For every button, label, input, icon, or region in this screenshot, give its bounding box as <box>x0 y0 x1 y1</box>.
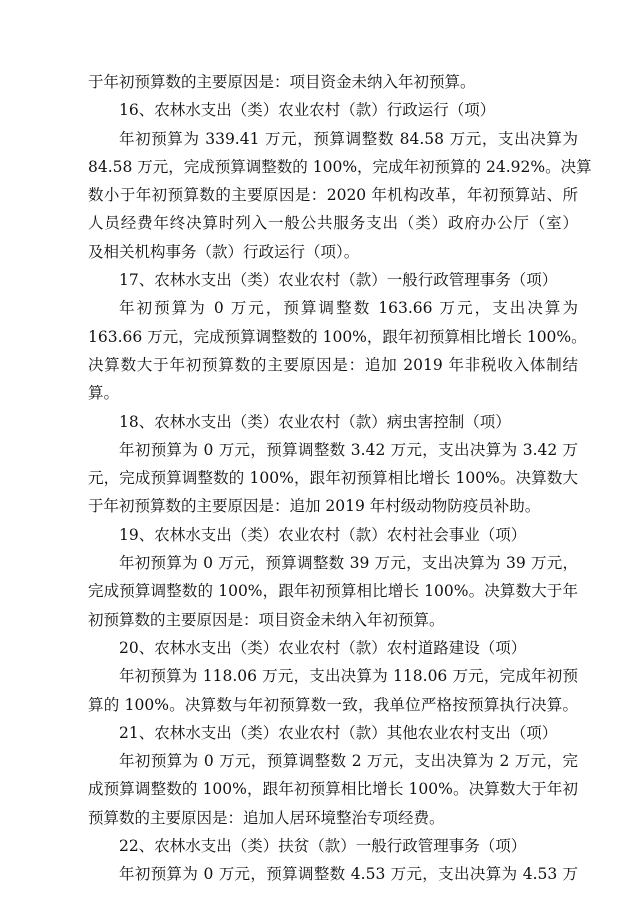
text-line: 84.58 万元，完成预算调整数的 100%，完成年初预算的 24.92%。决算 <box>88 157 592 176</box>
section-heading: 19、农林水支出（类）农业农村（款）农村社会事业（项） <box>119 525 527 544</box>
text-line: 于年初预算数的主要原因是：项目资金未纳入年初预算。 <box>88 73 476 91</box>
text-line: 年初预算为 118.06 万元，支出决算为 118.06 万元，完成年初预 <box>119 667 578 686</box>
text-line: 年初预算为 0 万元，预算调整数 3.42 万元，支出决算为 3.42 万 <box>119 440 578 459</box>
text-line: 初预算数的主要原因是：项目资金未纳入年初预算。 <box>88 610 445 629</box>
text-line: 年初预算为 339.41 万元，预算调整数 84.58 万元，支出决算为 <box>119 129 578 148</box>
text-line: 及相关机构事务（款）行政运行（项）。 <box>88 242 360 261</box>
text-line: 成预算调整数的 100%，跟年初预算相比增长 100%。决算数大于年初 <box>88 780 578 799</box>
text-line: 数小于年初预算数的主要原因是：2020 年机构改革，年初预算站、所 <box>88 186 578 205</box>
text-line: 算的 100%。决算数与年初预算数一致，我单位严格按预算执行决算。 <box>88 695 578 714</box>
text-line: 人员经费年终决算时列入一般公共服务支出（类）政府办公厅（室） <box>88 214 578 233</box>
text-line: 年初预算为 0 万元，预算调整数 2 万元，支出决算为 2 万元，完 <box>119 752 578 771</box>
text-line: 算。 <box>88 384 120 403</box>
section-heading: 17、农林水支出（类）农业农村（款）一般行政管理事务（项） <box>119 271 558 290</box>
text-line: 决算数大于年初预算数的主要原因是：追加 2019 年非税收入体制结 <box>88 355 578 374</box>
section-heading: 20、农林水支出（类）农业农村（款）农村道路建设（项） <box>119 638 527 657</box>
text-line: 163.66 万元，完成预算调整数的 100%，跟年初预算相比增长 100%。 <box>88 327 587 346</box>
text-line: 预算数的主要原因是：追加人居环境整治专项经费。 <box>88 808 445 827</box>
section-heading: 22、农林水支出（类）扶贫（款）一般行政管理事务（项） <box>119 837 527 856</box>
section-heading: 16、农林水支出（类）农业农村（款）行政运行（项） <box>119 101 496 120</box>
text-line: 完成预算调整数的 100%，跟年初预算相比增长 100%。决算数大于年 <box>88 582 578 601</box>
text-line: 年初预算为 0 万元，预算调整数 4.53 万元，支出决算为 4.53 万 <box>119 865 578 884</box>
document-page <box>88 68 592 889</box>
section-heading: 21、农林水支出（类）农业农村（款）其他农业农村支出（项） <box>119 723 558 742</box>
text-line: 年初预算为 0 万元，预算调整数 163.66 万元，支出决算为 <box>119 299 578 318</box>
text-line: 于年初预算数的主要原因是：追加 2019 年村级动物防疫员补助。 <box>88 497 541 516</box>
section-heading: 18、农林水支出（类）农业农村（款）病虫害控制（项） <box>119 412 511 431</box>
text-line: 年初预算为 0 万元，预算调整数 39 万元，支出决算为 39 万元， <box>119 554 578 573</box>
text-line: 元，完成预算调整数的 100%，跟年初预算相比增长 100%。决算数大 <box>88 469 578 488</box>
